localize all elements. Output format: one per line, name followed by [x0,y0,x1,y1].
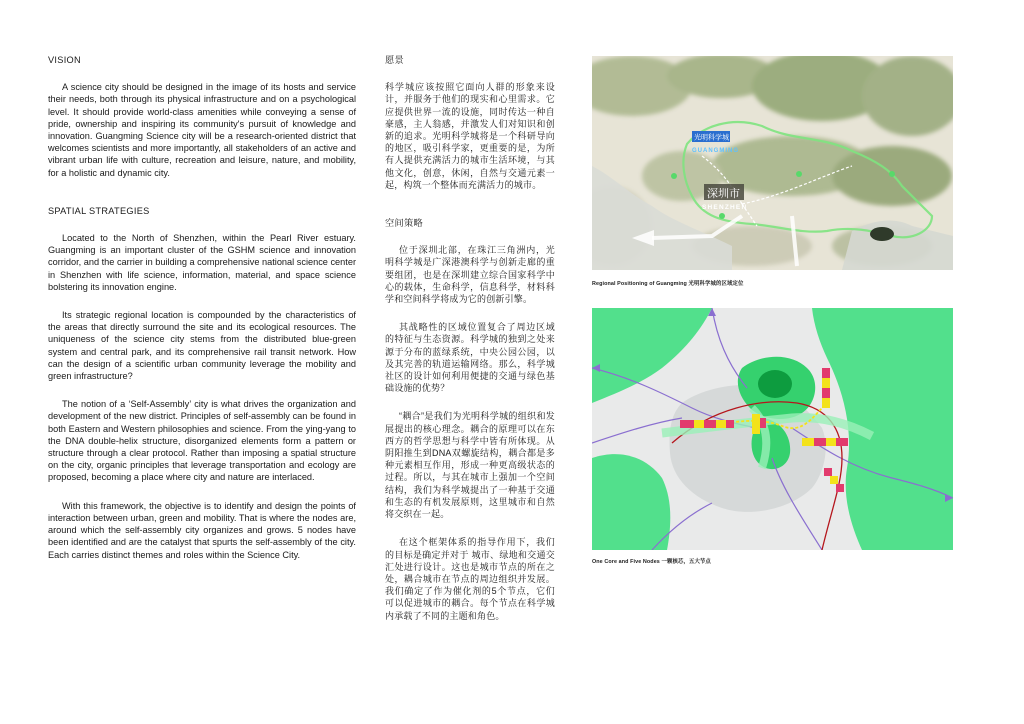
guangming-label-en: GUANGMING [692,148,739,154]
chinese-column [385,54,555,638]
english-column [48,54,356,577]
spatial-paragraph-1-zh: 位于深圳北部，在珠江三角洲内，光明科学城是广深港澳科学与创新走廊的重要组团，也是在深圳建立综合国家科学中心的载体，生命科学，信息科学，材料科学和空间科学将成为它的创新引擎。 [385,245,555,305]
spatial-paragraph-4-zh: 在这个框架体系的指导作用下，我们的目标是确定并对于 城市、绿地和交通交汇处进行设计。这也是城市节点的所在之处，耦合城市在节点的周边组织并发展。我们确定了作为催化剂的5个节点，它们可以促进城市的耦合。每个节点在科学城内承载了不同的主题和角色。 [385,537,555,621]
node-west [680,420,734,428]
guangming-label-cn: 光明科学城 [694,134,729,142]
spatial-paragraph-4-en: With this framework, the objective is to identify and design the points of interaction between urban, green and mobility. That is where the nodes are, around which the self-assembly city organizes and grows. 5 nodes have been identified and are the catalyst that spurts the self-assembly of the city. Each carries distinct themes and roles within the Science City. [48,500,356,560]
vision-paragraph-zh: 科学城应该按照它面向人群的形象来设计，并服务于他们的现实和心里需求。它应提供世界一流的设施，同时传达一种自豪感，主人翁感，并激发人们对知识和创新的追求。光明科学城将是一个科研导向的地区，吸引科学家，更重要的是，为所有人提供充满活力的城市生活环境，与其他文化，创意，休闲，自然与交通元素一起，构筑一个整体而充满活力的城市。 [385,82,555,190]
spatial-paragraph-3-zh: “耦合”是我们为光明科学城的组织和发展提出的核心理念。耦合的原理可以在东西方的哲学思想与科学中皆有所体现。从阴阳推生到DNA双螺旋结构，耦合都是多种元素相互作用，形成一种更高级状态的过程。所以，与其在城市上强加一个空间结构，我们为科学城提出了一种基于交通和生态的有机发展原则，这里城市和自然将交织在一起。 [385,411,555,520]
regional-map-caption: Regional Positioning of Guangming 光明科学城的区域定位 [592,281,744,287]
spatial-heading-zh: 空间策略 [385,218,423,229]
spatial-paragraph-1-en: Located to the North of Shenzhen, within the Pearl River estuary. Guangming is an important cluster of the GSHM science and innovation corridor, and the carrier in building a comprehensive national science center in Shenzhen with life science, information, material, and space science bolstering its innovation engine. [48,233,356,292]
vision-paragraph-en: A science city should be designed in the image of its hosts and service their needs, both through its physical infrastructure and on a psychological level. It should provide world-class amenities while conveying a sense of pride, ownership and inspiring its community's pursuit of knowledge and innovation. Guangming Science city will be a research-oriented district that welcomes scientists and more importantly, all stakeholders of an active and vibrant urban life with culture, recreation and leisure, nature, and mobility, for a holistic and dynamic city. [48,82,356,178]
nodes-map [592,308,953,550]
shenzhen-label-cn: 深圳市 [707,188,740,200]
nodes-map-caption: One Core and Five Nodes 一颗核芯，五大节点 [592,559,711,565]
regional-positioning-map [592,56,953,270]
regional-map-graphic [592,56,953,270]
node-north [822,368,830,408]
node-east [802,438,848,446]
shenzhen-label-en: SHENZHEN [702,204,748,211]
spatial-paragraph-2-en: Its strategic regional location is compounded by the characteristics of the areas that directly surround the site and its ecological resources. The uniqueness of the science city stems from the distributed blue-green system and central park, and its comprehensive rail transit network. How can the design of a scientific urban community leverage the mobility and green infrastructure? [48,310,356,382]
vision-heading-zh: 愿景 [385,55,404,65]
nodes-map-graphic [592,308,953,550]
spatial-heading-en: SPATIAL STRATEGIES [48,205,150,216]
spatial-paragraph-3-en: The notion of a ‘Self-Assembly’ city is what drives the organization and development of the new district. Principles of self-assembly can be found in both Eastern and Western philosophies and science. From the ying-yang to the DNA double-helix structure, disorganized elements form a pattern or structure through a clear protocol. Rather than imposing a spatial structure on the city, organic principles that leverage transportation and ecology are proposed, becoming a place where city and nature are interlaced. [48,399,356,483]
spatial-paragraph-2-zh: 其战略性的区域位置复合了周边区域的特征与生态资源。科学城的独到之处来源于分布的蓝绿系统，中央公园公园，以及其完善的轨道运输网络。那么，科学城社区的设计如何利用便捷的交通与绿色基础设施的优势？ [385,322,555,394]
vision-heading-en: VISION [48,55,81,65]
